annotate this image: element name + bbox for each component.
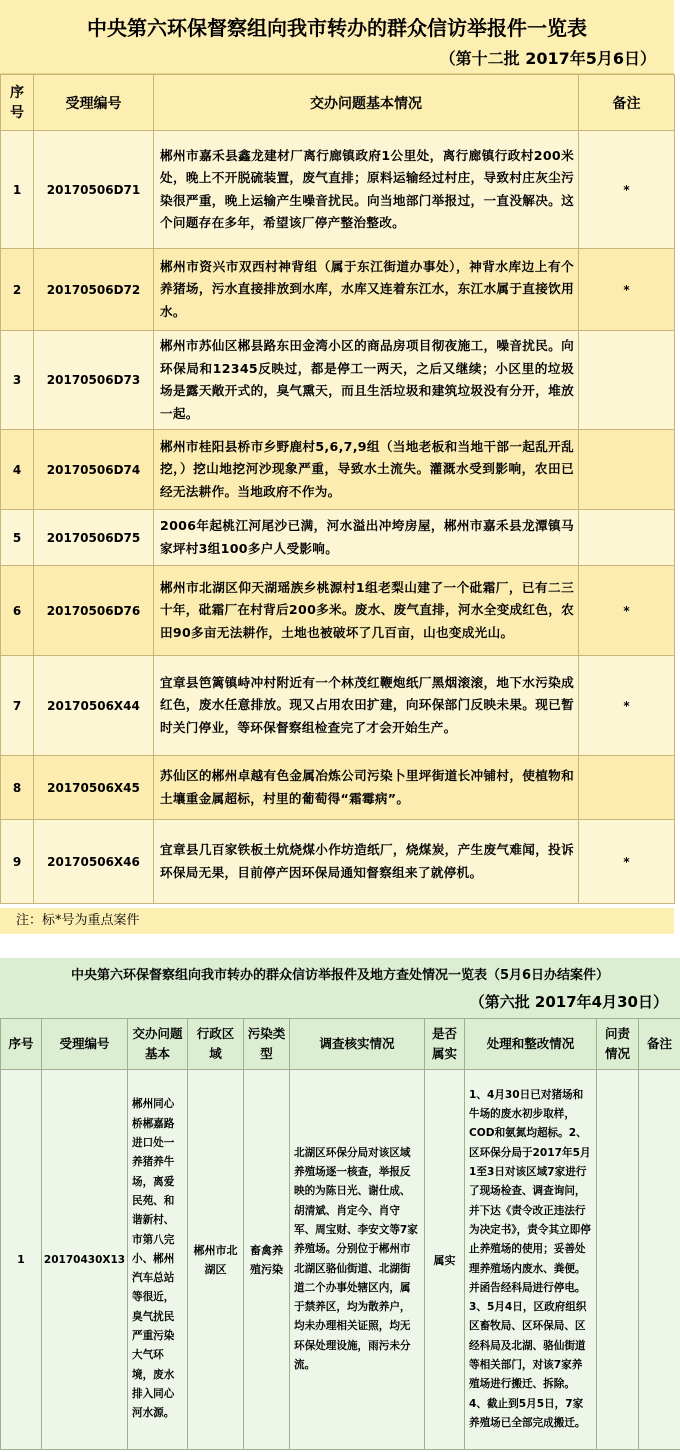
row-no: 1 xyxy=(1,131,34,249)
row-desc: 郴州市嘉禾县鑫龙建材厂离行廊镇政府1公里处，离行廊镇行政村200米处，晚上不开脱硫装置，废气直排；原料运输经过村庄，导致村庄灰尘污染很严重，晚上运输产生噪音扰民。向当地部门举报过，一直没解决。这个问题存在多年，希望该厂停产整治整改。 xyxy=(154,131,579,249)
table-row xyxy=(1,656,675,756)
col-header-no: 序号 xyxy=(1,1019,42,1070)
row-desc: 郴州市资兴市双西村神背组（属于东江街道办事处），神背水库边上有个养猪场，污水直接排放到水库，水库又连着东江水，东江水属于直接饮用水。 xyxy=(154,249,579,331)
row-accountability xyxy=(597,1070,639,1450)
table2-title: 中央第六环保督察组向我市转办的群众信访举报件及地方查处情况一览表（5月6日办结案件） xyxy=(70,968,610,983)
row-no: 3 xyxy=(1,331,34,430)
row-desc: 苏仙区的郴州卓越有色金属冶炼公司污染卜里坪街道长冲铺村，使植物和土壤重金属超标，村里的葡萄得“霜霉病”。 xyxy=(154,756,579,820)
row-note: * xyxy=(579,249,675,331)
table1-header xyxy=(0,0,674,74)
row-code: 20170506X44 xyxy=(34,656,154,756)
row-code: 20170506D76 xyxy=(34,566,154,656)
table-row xyxy=(1,331,675,430)
row-note: * xyxy=(579,131,675,249)
table-row xyxy=(1,430,675,510)
row-code: 20170506X46 xyxy=(34,820,154,904)
row-code: 20170506D73 xyxy=(34,331,154,430)
row-pollution: 畜禽养殖污染 xyxy=(244,1070,290,1450)
row-code: 20170506D71 xyxy=(34,131,154,249)
row-handling: 1、4月30日已对猪场和牛场的废水初步取样，COD和氨氮均超标。2、区环保分局于2017年5月1至3日对该区域7家进行了现场检查、调查询问，并下达《责令改正违法行为决定书》，责令其立即停止养殖场的使用；妥善处理养殖场内废水、粪便。并函告经科局进行停电。3、5月4日，区政府组织区畜牧局、区环保局、区经科局及北湖、骆仙街道等相关部门，对该7家养殖场进行搬迁、拆除。4、截止到5月5日，7家养殖场已全部完成搬迁。 xyxy=(465,1070,597,1450)
row-note xyxy=(579,756,675,820)
row-desc: 2006年起桃江河尾沙已满，河水溢出冲垮房屋，郴州市嘉禾县龙潭镇马家坪村3组100多户人受影响。 xyxy=(154,510,579,566)
col-header-accountability: 问责情况 xyxy=(597,1019,639,1070)
col-header-desc: 交办问题基本情况 xyxy=(154,75,579,131)
table2-panel xyxy=(0,958,680,1450)
row-note: * xyxy=(579,566,675,656)
row-no: 6 xyxy=(1,566,34,656)
table1 xyxy=(0,74,675,904)
row-code: 20170506X45 xyxy=(34,756,154,820)
table-row xyxy=(1,1070,680,1450)
table1-title: 中央第六环保督察组向我市转办的群众信访举报件一览表 xyxy=(87,16,587,40)
col-header-problem: 交办问题基本 xyxy=(128,1019,188,1070)
row-no: 2 xyxy=(1,249,34,331)
table1-header-row xyxy=(1,75,675,131)
row-note xyxy=(579,331,675,430)
col-header-region: 行政区域 xyxy=(188,1019,244,1070)
col-header-code: 受理编号 xyxy=(42,1019,128,1070)
row-no: 4 xyxy=(1,430,34,510)
col-header-pollution: 污染类型 xyxy=(244,1019,290,1070)
row-note xyxy=(639,1070,680,1450)
col-header-investigation: 调查核实情况 xyxy=(290,1019,425,1070)
row-no: 5 xyxy=(1,510,34,566)
row-code: 20170506D74 xyxy=(34,430,154,510)
table-row xyxy=(1,566,675,656)
row-desc: 宜章县笆篱镇峙冲村附近有一个林茂红鞭炮纸厂黑烟滚滚，地下水污染成红色，废水任意排放。现又占用农田扩建，向环保部门反映未果。现已暂时关门停业，等环保督察组检查完了才会开始生产。 xyxy=(154,656,579,756)
table-row xyxy=(1,820,675,904)
table-row xyxy=(1,249,675,331)
row-investigation: 北湖区环保分局对该区域养殖场逐一核查，举报反映的为陈日光、谢仕成、胡清斌、肖定今、肖守军、周宝财、李安文等7家养殖场。分别位于郴州市北湖区骆仙街道、北湖街道二个办事处辖区内，属于禁养区，均为散养户，均未办理相关证照，均无环保处理设施，雨污未分流。 xyxy=(290,1070,425,1450)
row-code: 20170506D75 xyxy=(34,510,154,566)
col-header-note: 备注 xyxy=(639,1019,680,1070)
table2 xyxy=(0,1018,680,1450)
row-note: * xyxy=(579,820,675,904)
row-problem: 郴州同心桥郴嘉路进口处一养猪养牛场，离爱民苑、和谐新村、市第八完小、郴州汽车总站等很近，臭气扰民严重污染 大气环境，废水排入同心河水源。 xyxy=(128,1070,188,1450)
row-region: 郴州市北湖区 xyxy=(188,1070,244,1450)
row-no: 9 xyxy=(1,820,34,904)
table1-subtitle: （第十二批 2017年5月6日） xyxy=(439,49,656,68)
row-desc: 宜章县几百家铁板土炕烧煤小作坊造纸厂，烧煤炭，产生废气难闻，投诉环保局无果，目前停产因环保局通知督察组来了就停机。 xyxy=(154,820,579,904)
table-row xyxy=(1,510,675,566)
col-header-no: 序号 xyxy=(1,75,34,131)
col-header-note: 备注 xyxy=(579,75,675,131)
table-row xyxy=(1,131,675,249)
row-no: 1 xyxy=(1,1070,42,1450)
row-desc: 郴州市苏仙区郴县路东田金湾小区的商品房项目彻夜施工，噪音扰民。向环保局和12345反映过，都是停工一两天，之后又继续；小区里的垃圾场是露天敞开式的，臭气熏天，而且生活垃圾和建筑垃圾没有分开，堆放一起。 xyxy=(154,331,579,430)
row-note xyxy=(579,510,675,566)
row-desc: 郴州市桂阳县桥市乡野鹿村5,6,7,9组（当地老板和当地干部一起乱开乱挖，）挖山地挖河沙现象严重，导致水土流失。灌溉水受到影响，农田已经无法耕作。当地政府不作为。 xyxy=(154,430,579,510)
table2-header-row xyxy=(1,1019,680,1070)
table2-subtitle: （第六批 2017年4月30日） xyxy=(469,993,668,1011)
col-header-code: 受理编号 xyxy=(34,75,154,131)
table1-footnote: 注：标*号为重点案件 xyxy=(0,908,674,934)
row-desc: 郴州市北湖区仰天湖瑶族乡桃源村1组老梨山建了一个砒霜厂，已有二三十年，砒霜厂在村背后200多米。废水、废气直排，河水全变成红色，农田90多亩无法耕作，土地也被破坏了几百亩，山也变成光山。 xyxy=(154,566,579,656)
col-header-handling: 处理和整改情况 xyxy=(465,1019,597,1070)
table2-header xyxy=(0,958,680,1018)
row-note xyxy=(579,430,675,510)
row-no: 7 xyxy=(1,656,34,756)
table-row xyxy=(1,756,675,820)
row-code: 20170506D72 xyxy=(34,249,154,331)
row-note: * xyxy=(579,656,675,756)
row-code: 20170430X13 xyxy=(42,1070,128,1450)
row-true: 属实 xyxy=(425,1070,465,1450)
row-no: 8 xyxy=(1,756,34,820)
col-header-true: 是否属实 xyxy=(425,1019,465,1070)
